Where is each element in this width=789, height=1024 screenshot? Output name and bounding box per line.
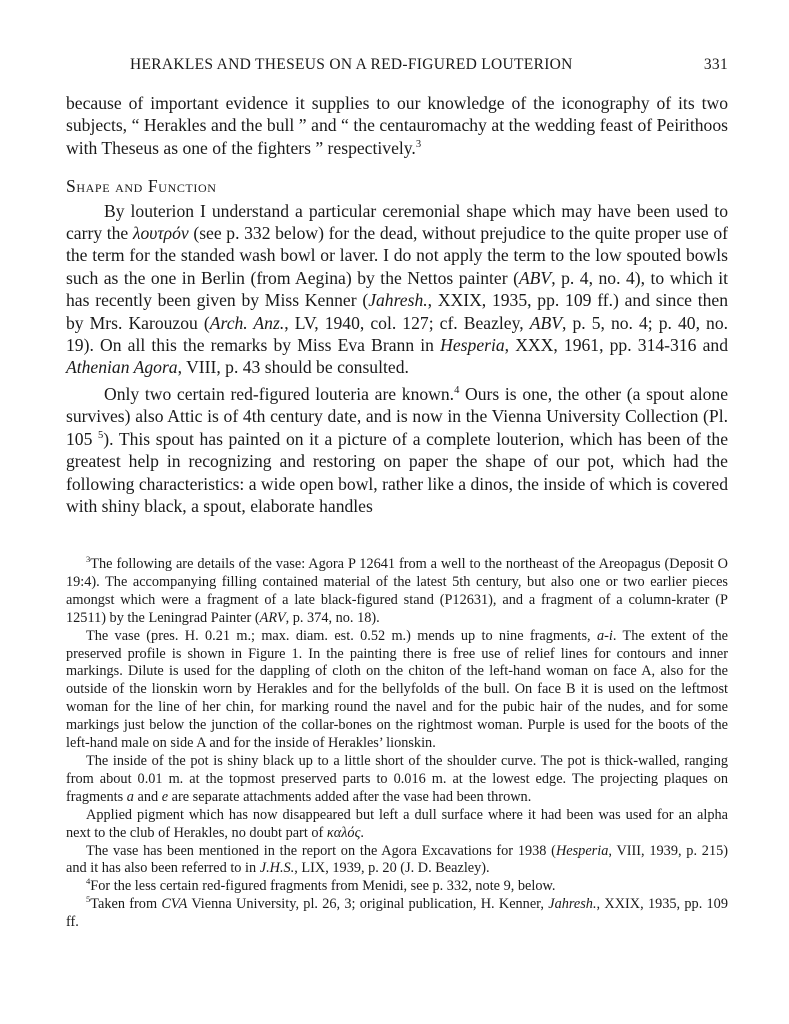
footnote3-text-5: The inside of the pot is shiny black up to a little short of the shoulder curve. The pot is thick-walled, ranging from about 0.01 m. at the topmost preserved parts to 0.016 m. at the lowest edge. The projecting plaques on fragments xyxy=(66,752,728,805)
para1-text-2: (see p. 332 below) for the dead, without prejudice to the quite proper use of the term for the standed wash bowl or laver. I do not apply the term to the low spouted bowls such as the one in Berlin (from Aegina) by the Nettos painter ( xyxy=(66,223,728,288)
footnote-3 xyxy=(66,556,728,628)
fragment-a: a xyxy=(126,788,134,805)
citation-jhs: J.H.S. xyxy=(259,860,295,877)
para2-text-3: ). This spout has painted on it a picture of a complete louterion, which has been of the greatest help in recognizing and restoring on paper the shape of our pot, which had the following characteristics: a wide open bowl, rather like a dinos, the inside of which is covered with shiny black, a spout, elaborate handles xyxy=(66,428,729,516)
greek-kalos: καλός xyxy=(326,824,361,841)
greek-loutron: λουτρόν xyxy=(132,223,189,244)
main-text xyxy=(66,92,728,517)
footnote3-text-7: are separate attachments added after the vase had been thrown. xyxy=(168,788,532,805)
footnote4-text: For the less certain red-figured fragments from Menidi, see p. 332, note 9, below. xyxy=(90,878,556,895)
footnote5-text-1: Taken from xyxy=(90,896,162,913)
footnote-ref-5[interactable]: 5 xyxy=(98,429,104,441)
para1-text-6: , p. 5, no. 4; p. 40, no. 19). On all this the remarks by Miss Eva Brann in xyxy=(66,312,729,356)
paragraph-red-figured-louteria xyxy=(66,383,728,517)
citation-arch-anz: Arch. Anz. xyxy=(209,312,285,333)
citation-arv: ARV xyxy=(259,609,286,626)
para1-text-5: , LV, 1940, col. 127; cf. Beazley, xyxy=(284,312,530,333)
footnote3-text-11: , VIII, 1939, p. 215) and it has also been referred to in xyxy=(66,842,728,877)
footnote-ref-3[interactable]: 3 xyxy=(415,138,422,150)
para1-text-3: , p. 4, no. 4), to which it has recently been given by Miss Kenner ( xyxy=(66,267,728,311)
footnote-ref-4[interactable]: 4 xyxy=(454,385,460,397)
citation-cva: CVA xyxy=(161,896,188,913)
footnote-number-5: 5 xyxy=(86,894,91,905)
footnote-number-3: 3 xyxy=(86,554,91,565)
footnote-5 xyxy=(66,896,728,932)
running-head xyxy=(66,56,728,78)
footnote-number-4: 4 xyxy=(86,876,91,887)
paragraph-louterion-definition xyxy=(66,200,728,379)
footnote3-text-12: , LIX, 1939, p. 20 (J. D. Beazley). xyxy=(294,860,490,877)
footnote-3-pigment xyxy=(66,807,728,843)
footnotes xyxy=(66,556,728,932)
footnote-3-description xyxy=(66,628,728,753)
citation-athenian-agora: Athenian Agora xyxy=(66,357,178,378)
footnote-3-references xyxy=(66,843,728,879)
intro-text: because of important evidence it supplies to our knowledge of the iconography of its two subjects, “ Herakles and the bull ” and “ the centauromachy at the wedding feast of Peirithoos with Theseus as one of the fighters ” respectively. xyxy=(66,93,728,158)
footnote3-text-3: The vase (pres. H. 0.21 m.; max. diam. est. 0.52 m.) mends up to nine fragments, xyxy=(86,627,597,644)
citation-hesperia-2: Hesperia xyxy=(555,842,609,859)
para1-text-7: , XXX, 1961, pp. 314-316 and xyxy=(504,335,728,356)
footnote3-text-9: . xyxy=(360,824,364,841)
citation-abv-2: ABV xyxy=(529,312,562,333)
footnote5-text-2: Vienna University, pl. 26, 3; original publication, H. Kenner, xyxy=(187,896,549,913)
para1-text-4: , XXIX, 1935, pp. 109 ff.) and since then by Mrs. Karouzou ( xyxy=(66,290,728,333)
para1-text-8: , VIII, p. 43 should be consulted. xyxy=(177,357,409,378)
para2-text-1: Only two certain red-figured louteria are known. xyxy=(104,383,455,404)
footnote3-text-10: The vase has been mentioned in the report on the Agora Excavations for 1938 ( xyxy=(86,842,556,859)
para2-text-2: Ours is one, the other (a spout alone survives) also Attic is of 4th century date, and is now in the Vienna University Collection (Pl. 105 xyxy=(66,383,729,449)
footnote3-text-2: , p. 374, no. 18). xyxy=(285,609,380,626)
intro-paragraph xyxy=(66,92,728,159)
footnote3-text-4: . The extent of the preserved profile is shown in Figure 1. In the painting there is free use of relief lines for contours and inner markings. Dilute is used for the dappling of cloth on the chiton of the left-hand woman on face A, also for the outside of the lionskin worn by Herakles and for the bellyfolds of the bull. On face B it is used on the leftmost woman for the line of her chin, for marking round the navel and for the pubic hair of the nudes, and for some markings just below the junction of the collar-bones on the rightmost woman. Purple is used for the boots of the left-hand male on side A and for the inside of Herakles’ lionskin. xyxy=(66,627,728,752)
footnote3-text-6: and xyxy=(133,788,162,805)
footnote-3-interior xyxy=(66,753,728,807)
footnote5-text-3: , XXIX, 1935, pp. 109 ff. xyxy=(66,896,728,931)
fragment-range: a-i xyxy=(596,627,613,644)
fragment-e: e xyxy=(161,788,169,805)
citation-jahresh: Jahresh. xyxy=(368,290,428,311)
running-head-title: HERAKLES AND THESEUS ON A RED-FIGURED LOUTERION xyxy=(130,56,573,73)
citation-jahresh-2: Jahresh. xyxy=(548,896,597,913)
section-heading: Shape and Function xyxy=(66,176,217,197)
footnote-4 xyxy=(66,878,728,896)
citation-abv: ABV xyxy=(518,267,552,288)
footnote3-text-8: Applied pigment which has now disappeared but left a dull surface where it had been was used for an alpha next to the club of Herakles, no doubt part of xyxy=(66,806,728,841)
page-number: 331 xyxy=(703,56,728,73)
citation-hesperia: Hesperia xyxy=(440,335,505,356)
footnote3-text-1: The following are details of the vase: Agora P 12641 from a well to the northeast of the Areopagus (Deposit O 19:4). The accompanying filling contained material of the latest 5th century, but also one or two earlier pieces amongst which were a fragment of a late black-figured stand (P12631), and a fragment of a column-krater (P 12511) by the Leningrad Painter ( xyxy=(66,556,728,626)
para1-text-1: By louterion I understand a particular ceremonial shape which may have been used to carry the xyxy=(66,200,728,244)
